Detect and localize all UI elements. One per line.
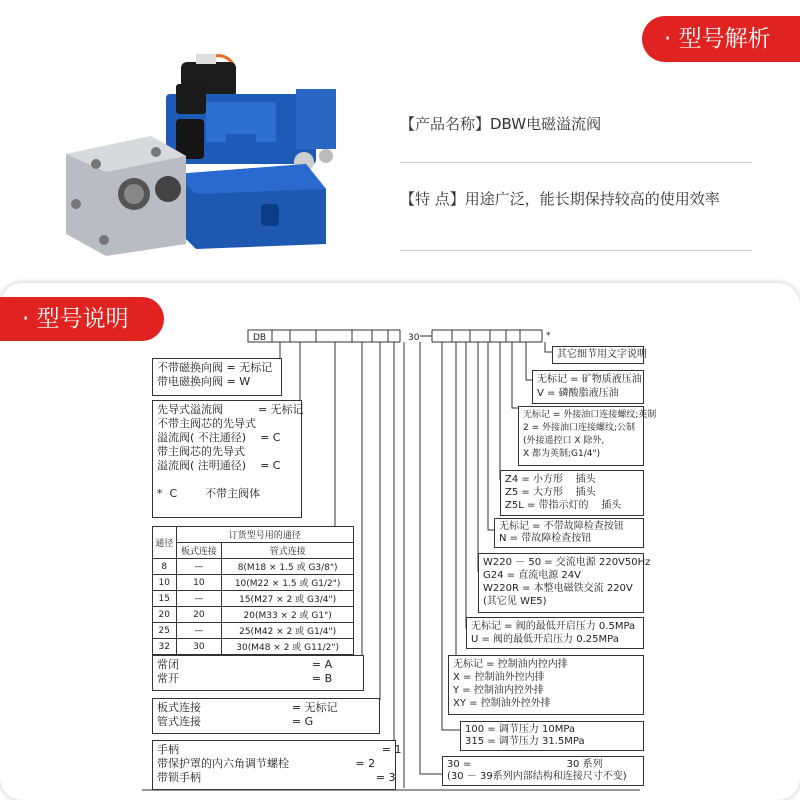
model-analysis-tag: · 型号解析 — [642, 16, 800, 62]
col-header-top: 订货型号用的通径 — [176, 527, 354, 543]
mode-option-box: 常闭 = A 常开 = B — [152, 655, 364, 691]
code-star: * — [546, 331, 551, 341]
table-row: 10 10 10(M22 × 1.5 或 G1/2") — [153, 575, 354, 591]
model-description-tag: · 型号说明 — [0, 297, 164, 341]
code-prefix: DB — [253, 333, 267, 343]
series-option-box: 30 = 30 系列 (30 － 39系列内部结构和连接尺寸不变) — [442, 756, 644, 786]
connection-option-box: 板式连接 = 无标记 管式连接 = G — [152, 698, 380, 734]
adjust-option-box: 手柄 = 1 带保护罩的内六角调节螺栓 = 2 带锁手柄 = 3 — [152, 740, 396, 790]
code-series: 30 — [408, 333, 420, 343]
table-row: 8 — 8(M18 × 1.5 或 G3/8") — [153, 559, 354, 575]
table-row: 15 — 15(M27 × 2 或 G3/4") — [153, 591, 354, 607]
product-features: 【特 点】用途广泛，能长期保持较高的使用效率 — [400, 190, 720, 208]
other-detail-box: 其它细节用文字说明 — [552, 346, 644, 364]
port-option-box: 无标记 = 外接油口连接螺纹;英制 2 = 外接油口连接螺纹;公制 (外接遥控口 X 除外, X 都为英制;G1/4") — [518, 406, 644, 466]
pilot-option-box: 先导式溢流阀 = 无标记 不带主阀芯的先导式 溢流阀( 不注通径) = C 带主阀芯的先导式 溢流阀( 注明通径) = C * C 不带主阀体 — [152, 400, 302, 518]
pressure-option-box: 100 = 调节压力 10MPa 315 = 调节压力 31.5MPa — [460, 721, 644, 751]
oil-option-box: 无标记 = 矿物质液压油 V = 磷酸脂液压油 — [532, 370, 644, 404]
table-row: 20 20 20(M33 × 2 或 G1") — [153, 607, 354, 623]
pilot-oil-box: 无标记 = 控制油内控内排 X = 控制油外控内排 Y = 控制油内控外排 XY = 控制油外控外排 — [448, 655, 644, 715]
solenoid-option-box: 不带磁换向阀 = 无标记 带电磁换向阀 = W — [152, 358, 282, 396]
col-plate: 板式连接 — [176, 543, 222, 559]
button-option-box: 无标记 = 不带故障检查按钮 N = 带故障检查按钮 — [494, 518, 644, 548]
power-option-box: W220 － 50 = 交流电源 220V50Hz G24 = 直流电源 24V W220R = 本整电磁铁交流 220V (其它见 WE5) — [478, 553, 644, 613]
plug-option-box: Z4 = 小方形 插头 Z5 = 大方形 插头 Z5L = 带指示灯的 插头 — [500, 470, 644, 516]
nominal-size-table — [152, 526, 354, 655]
crack-pressure-box: 无标记 = 阀的最低开启压力 0.5MPa U = 阀的最低开启压力 0.25MPa — [466, 617, 644, 649]
col-dn: 通径 — [153, 527, 177, 559]
table-row: 25 — 25(M42 × 2 或 G1/4") — [153, 623, 354, 639]
col-pipe: 管式连接 — [222, 543, 354, 559]
product-name: 【产品名称】DBW电磁溢流阀 — [400, 115, 602, 133]
table-row: 32 30 30(M48 × 2 或 G11/2") — [153, 639, 354, 655]
